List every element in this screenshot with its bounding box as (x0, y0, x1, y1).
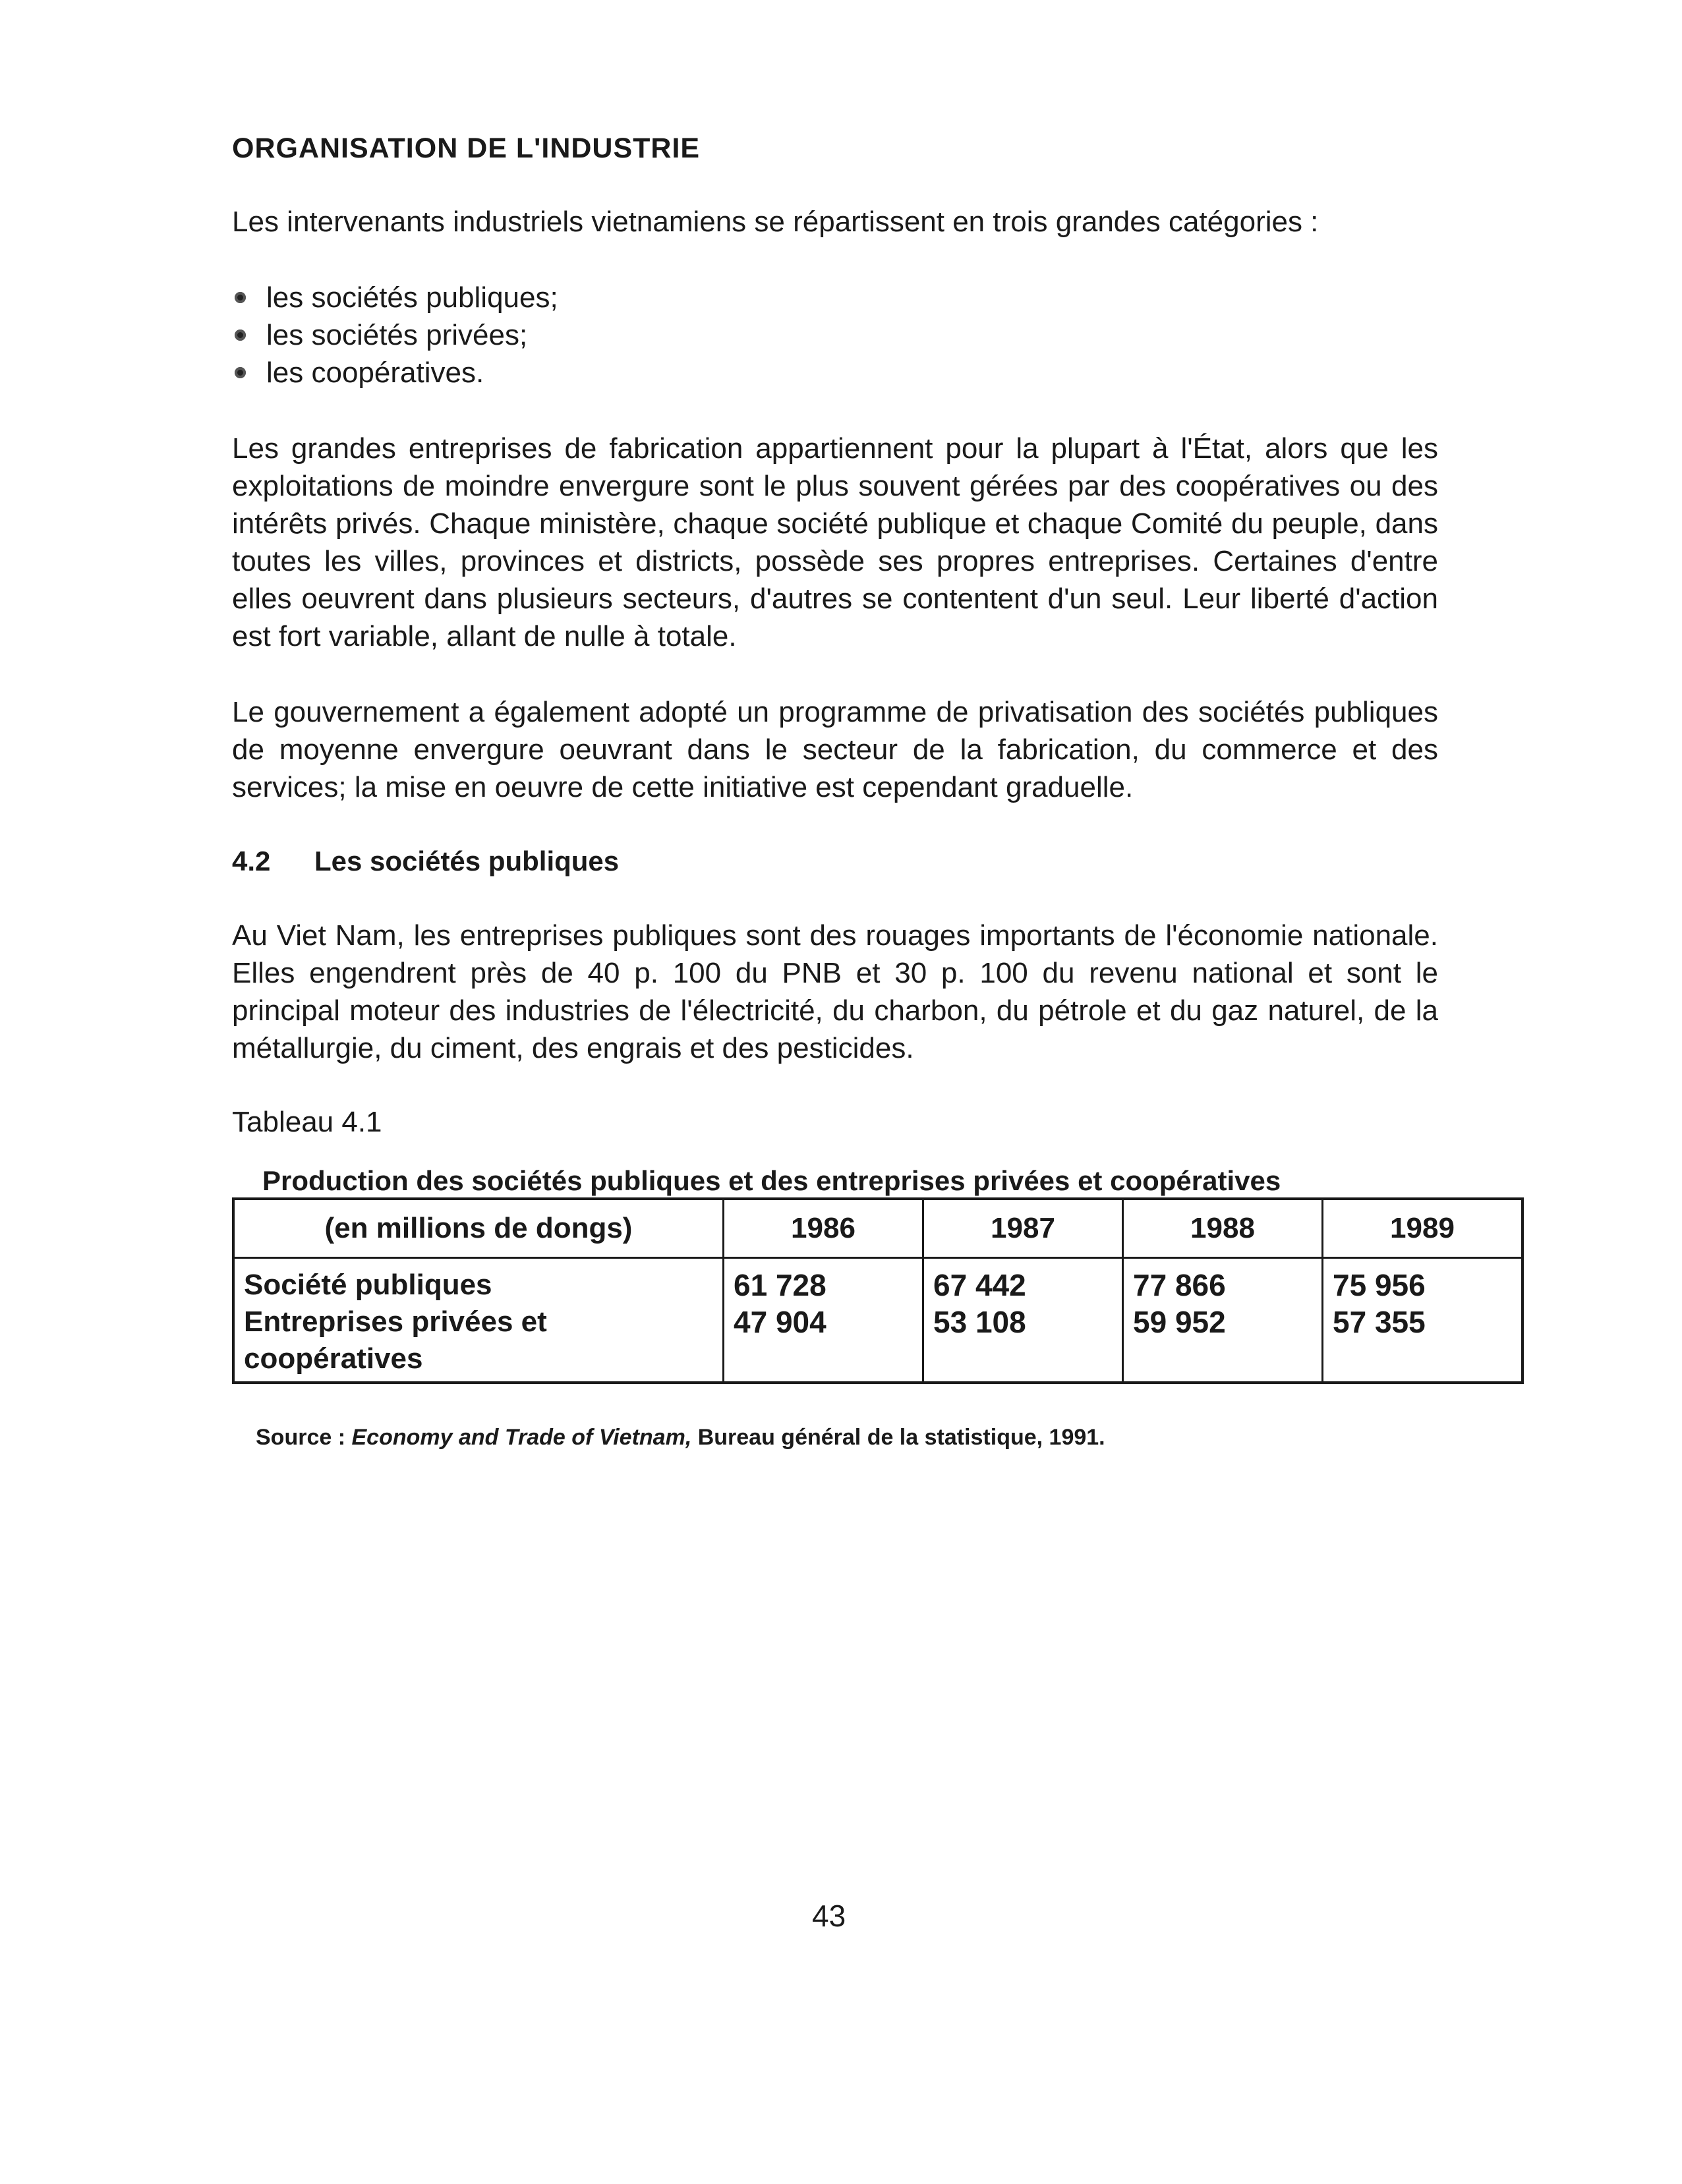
table-value: 59 952 (1133, 1305, 1226, 1339)
document-page (232, 132, 1455, 1451)
body-paragraph: Les grandes entreprises de fabrication appartiennent pour la plupart à l'État, alors que les exploitations de moindre envergure sont le plus souvent gérées par des coopératives ou des intérêts privés. Chaque ministère, chaque société publique et chaque Comité du peuple, dans toutes les villes, provinces et districts, possède ses propres entreprises. Certaines d'entre elles oeuvrent dans plusieurs secteurs, d'autres se contentent d'un seul. Leur liberté d'action est fort variable, allant de nulle à totale. (232, 432, 1438, 652)
column-header: 1988 (1123, 1199, 1323, 1258)
column-header: (en millions de dongs) (233, 1199, 724, 1258)
table-header-row (233, 1199, 1522, 1258)
column-header: 1987 (923, 1199, 1123, 1258)
table-value: 61 728 (734, 1268, 826, 1302)
list-item (232, 354, 1438, 391)
body-paragraph: Le gouvernement a également adopté un programme de privatisation des sociétés publiques de moyenne envergure oeuvrant dans le secteur de la fabrication, du commerce et des services; la mise en oeuvre de cette initiative est cependant graduelle. (232, 696, 1438, 803)
year-cell-1986 (724, 1258, 923, 1383)
source-title: Economy and Trade of Vietnam, (351, 1425, 692, 1450)
list-item (232, 279, 1438, 316)
table-row (233, 1258, 1522, 1383)
source-prefix: Source : (256, 1425, 352, 1450)
page-heading: ORGANISATION DE L'INDUSTRIE (232, 132, 701, 164)
section-heading (232, 844, 1438, 878)
table-value: 75 956 (1333, 1268, 1426, 1302)
list-item (232, 316, 1438, 354)
table-value: 67 442 (933, 1268, 1026, 1302)
column-header: 1989 (1323, 1199, 1523, 1258)
production-table (232, 1197, 1524, 1384)
section-title: Les sociétés publiques (314, 846, 620, 876)
source-rest: Bureau général de la statistique, 1991. (691, 1425, 1105, 1450)
row-label: Entreprises privées et coopératives (244, 1306, 547, 1375)
year-cell-1988 (1123, 1258, 1323, 1383)
category-list (232, 279, 1438, 391)
section-number: 4.2 (232, 846, 271, 876)
table-value: 77 866 (1133, 1268, 1226, 1302)
table-label: Tableau 4.1 (232, 1106, 382, 1138)
list-item-text: les sociétés publiques; (266, 281, 558, 314)
row-label: Société publiques (244, 1269, 492, 1301)
column-header: 1986 (724, 1199, 923, 1258)
table-value: 57 355 (1333, 1305, 1426, 1339)
bullet-icon (235, 292, 246, 303)
page-number: 43 (812, 1899, 846, 1933)
table-value: 47 904 (734, 1305, 826, 1339)
bullet-icon (235, 367, 246, 378)
year-cell-1987 (923, 1258, 1123, 1383)
list-item-text: les sociétés privées; (266, 319, 528, 351)
year-cell-1989 (1323, 1258, 1523, 1383)
table-value: 53 108 (933, 1305, 1026, 1339)
list-item-text: les coopératives. (266, 357, 484, 389)
table-title: Production des sociétés publiques et des entreprises privées et coopératives (262, 1165, 1281, 1196)
intro-paragraph: Les intervenants industriels vietnamiens se répartissent en trois grandes catégories : (232, 206, 1319, 238)
section-paragraph: Au Viet Nam, les entreprises publiques sont des rouages importants de l'économie nationale. Elles engendrent près de 40 p. 100 du PNB et 30 p. 100 du revenu national et sont le principal moteur des industries de l'électricité, du charbon, du pétrole et du gaz naturel, de la métallurgie, du ciment, des engrais et des pesticides. (232, 919, 1438, 1064)
row-labels-cell (233, 1258, 724, 1383)
bullet-icon (235, 330, 246, 341)
table-source (256, 1425, 1438, 1451)
